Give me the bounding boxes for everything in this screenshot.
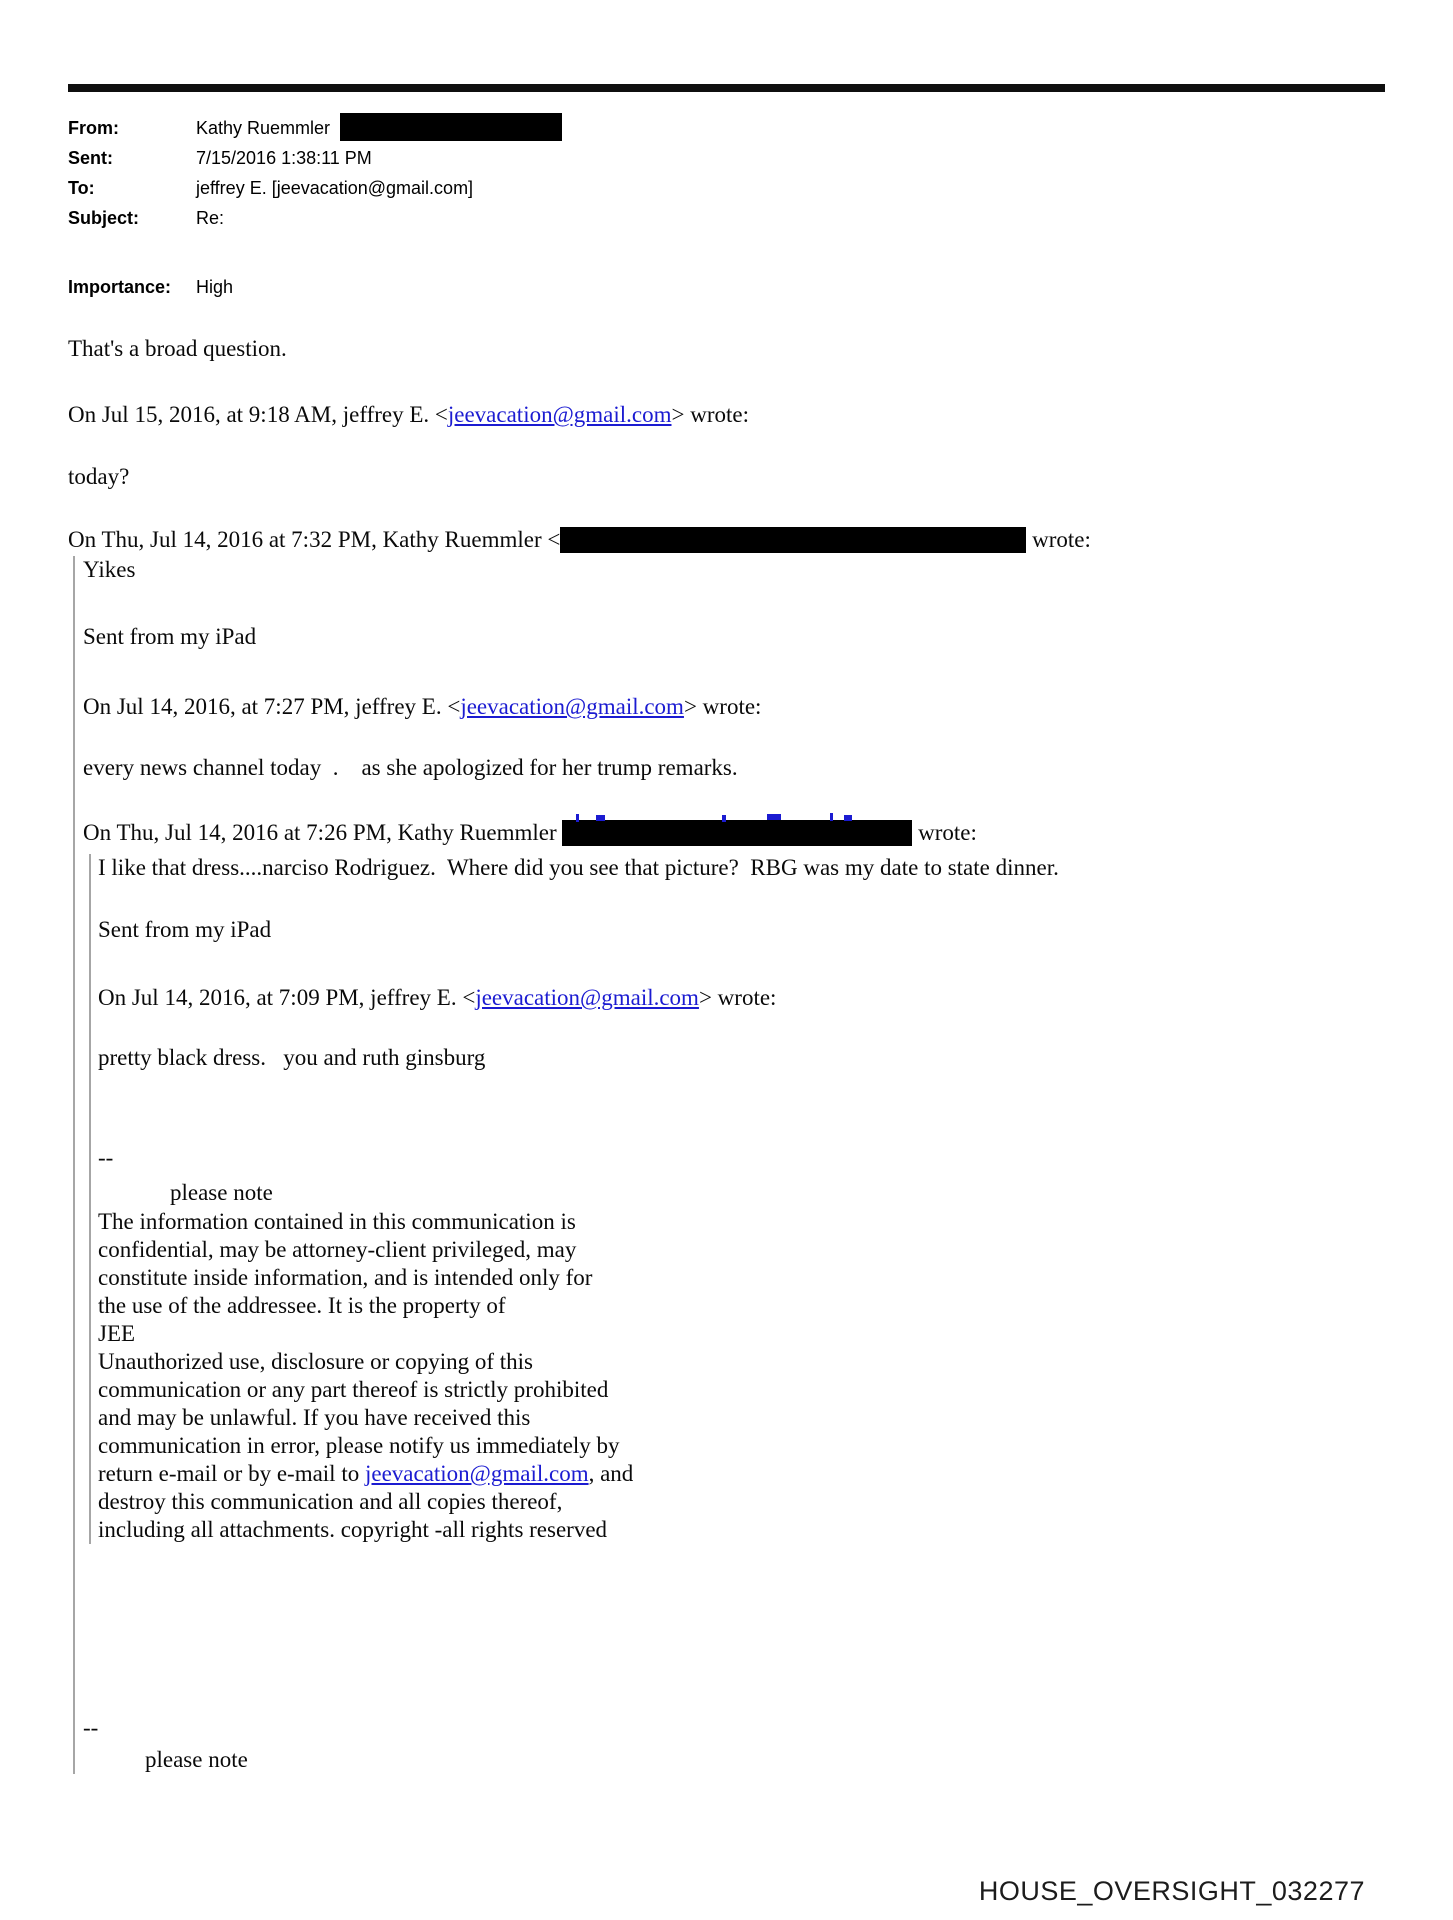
message-text: pretty black dress. you and ruth ginsburg [98,1045,486,1070]
redaction-bar-email-address [560,527,1026,553]
disclaimer-line: and may be unlawful. If you have received this [98,1405,531,1430]
email-address-link[interactable]: jeevacation@gmail.com [475,985,699,1010]
redaction-artifact [596,815,605,821]
signature-separator: -- [98,1145,114,1170]
signature-text: Sent from my iPad [83,624,257,649]
redaction-artifact [576,814,579,822]
disclaimer-line: communication in error, please notify us immediately by [98,1433,620,1458]
signature-separator: -- [83,1715,99,1740]
disclaimer [98,1208,1403,1544]
disclaimer-line: The information contained in this communication is [98,1209,576,1234]
from-value [196,113,562,143]
email-header [68,113,562,233]
signature-text: Sent from my iPad [98,917,272,942]
disclaimer-heading: please note [170,1180,273,1205]
redaction-bar-from-address [340,113,562,141]
header-row-sent [68,143,562,173]
disclaimer-line: including all attachments. copyright -all rights reserved [98,1517,608,1542]
message-text: That's a broad question. [68,336,287,361]
message-text: I like that dress....narciso Rodriguez. Where did you see that picture? RBG was my date to state dinner. [98,855,1059,880]
header-row-from [68,113,562,143]
disclaimer-line: constitute inside information, and is intended only for [98,1265,593,1290]
quote-attribution: On Jul 15, 2016, at 9:18 AM, jeffrey E. <jeevacation@gmail.com> wrote: [68,402,749,427]
quote-attribution: On Jul 14, 2016, at 7:09 PM, jeffrey E. <jeevacation@gmail.com> wrote: [98,985,777,1010]
redaction-bar-email-address [562,820,912,846]
to-label: To: [68,178,95,198]
message-text: today? [68,464,130,489]
redaction-wrap [562,819,912,847]
quote-level-1 [73,556,1403,1774]
importance-value: High [196,277,234,297]
email-address-link[interactable]: jeevacation@gmail.com [460,694,684,719]
header-row-subject [68,203,562,233]
redaction-artifact [844,815,852,821]
disclaimer-line: communication or any part thereof is strictly prohibited [98,1377,609,1402]
disclaimer-line: return e-mail or by e-mail to jeevacation@gmail.com, and [98,1461,634,1486]
sent-label: Sent: [68,148,113,168]
header-row-to [68,173,562,203]
email-body [68,308,1403,1774]
bates-number: HOUSE_OVERSIGHT_032277 [978,1876,1365,1906]
disclaimer-line: Unauthorized use, disclosure or copying of this [98,1349,533,1374]
redaction-artifact [830,813,833,821]
redaction-artifact [767,814,781,820]
importance-label: Importance: [68,277,172,297]
quote-attribution: On Thu, Jul 14, 2016 at 7:32 PM, Kathy Ruemmler < wrote: [68,527,1091,552]
quote-level-2 [89,854,1403,1544]
sent-value: 7/15/2016 1:38:11 PM [196,148,372,168]
email-address-link[interactable]: jeevacation@gmail.com [364,1461,589,1486]
redaction-artifact [722,815,726,822]
subject-label: Subject: [68,208,140,228]
disclaimer-line: JEE [98,1321,136,1346]
subject-value: Re: [196,208,225,228]
message-text: Yikes [83,557,136,582]
importance-row [68,272,233,302]
from-name: Kathy Ruemmler [196,118,331,138]
from-label: From: [68,118,119,138]
top-divider-rule [68,84,1385,92]
disclaimer-line: confidential, may be attorney-client privileged, may [98,1237,577,1262]
disclaimer-line: destroy this communication and all copies thereof, [98,1489,563,1514]
email-address-link[interactable]: jeevacation@gmail.com [447,402,672,427]
message-text: every news channel today . as she apologized for her trump remarks. [83,755,738,780]
disclaimer-heading: please note [145,1747,248,1772]
quote-attribution: On Thu, Jul 14, 2016 at 7:26 PM, Kathy Ruemmler wrote: [83,819,1403,847]
quote-attribution: On Jul 14, 2016, at 7:27 PM, jeffrey E. <jeevacation@gmail.com> wrote: [83,694,762,719]
to-value: jeffrey E. [jeevacation@gmail.com] [196,178,474,198]
disclaimer-line: the use of the addressee. It is the property of [98,1293,506,1318]
